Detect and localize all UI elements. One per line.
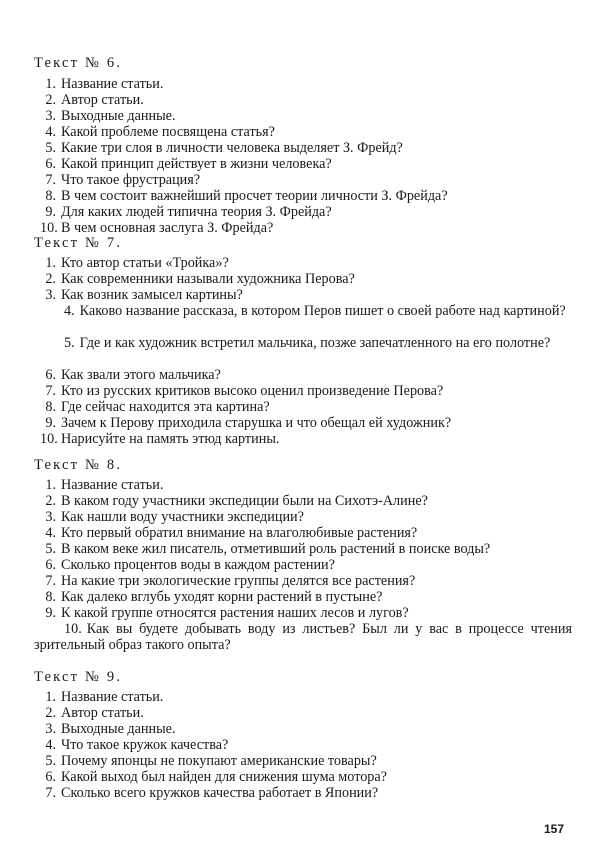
item-number: 10. bbox=[40, 220, 58, 236]
item-number: 7. bbox=[45, 785, 56, 801]
item-number: 4. bbox=[64, 303, 75, 319]
item-number: 5. bbox=[45, 140, 56, 156]
item-text: Как нашли воду участники экспедиции? bbox=[61, 509, 304, 525]
item-text: Название статьи. bbox=[61, 689, 164, 705]
item-number: 4. bbox=[45, 124, 56, 140]
list-item bbox=[40, 432, 570, 448]
section-heading: Текст № 6. bbox=[34, 55, 123, 71]
item-number: 3. bbox=[45, 108, 56, 124]
item-number: 4. bbox=[45, 737, 56, 753]
item-text: В каком веке жил писатель, отметивший роль растений в поиске воды? bbox=[61, 541, 491, 557]
list-item bbox=[40, 478, 570, 494]
item-text: Какой выход был найден для снижения шума мотора? bbox=[61, 769, 387, 785]
item-text: Название статьи. bbox=[61, 76, 164, 92]
list-item bbox=[40, 574, 570, 590]
list-item bbox=[40, 77, 570, 93]
item-number: 3. bbox=[45, 721, 56, 737]
list-item bbox=[34, 622, 572, 654]
list-item bbox=[40, 173, 570, 189]
item-text: Почему японцы не покупают американские товары? bbox=[61, 753, 377, 769]
list-item bbox=[40, 272, 570, 288]
item-text: Автор статьи. bbox=[61, 92, 144, 108]
section-heading: Текст № 8. bbox=[34, 457, 123, 473]
item-number: 7. bbox=[45, 383, 56, 399]
item-number: 3. bbox=[45, 287, 56, 303]
item-text: Нарисуйте на память этюд картины. bbox=[61, 431, 280, 447]
list-item bbox=[40, 558, 570, 574]
item-number: 6. bbox=[45, 156, 56, 172]
item-text: Выходные данные. bbox=[61, 108, 176, 124]
item-number: 1. bbox=[45, 255, 56, 271]
item-text: К какой группе относятся растения наших лесов и лугов? bbox=[61, 605, 409, 621]
item-number: 7. bbox=[45, 573, 56, 589]
list-item bbox=[40, 205, 570, 221]
item-number: 1. bbox=[45, 76, 56, 92]
item-text: Что такое фрустрация? bbox=[61, 172, 201, 188]
item-text: Выходные данные. bbox=[61, 721, 176, 737]
list-item bbox=[40, 416, 570, 432]
list-item bbox=[40, 125, 570, 141]
item-number: 3. bbox=[45, 509, 56, 525]
item-number: 6. bbox=[45, 769, 56, 785]
item-text: Как звали этого мальчика? bbox=[61, 367, 221, 383]
item-text: Автор статьи. bbox=[61, 705, 144, 721]
item-number: 1. bbox=[45, 477, 56, 493]
item-text: Кто из русских критиков высоко оценил произведение Перова? bbox=[61, 383, 444, 399]
item-text: Название статьи. bbox=[61, 477, 164, 493]
item-text: Какой принцип действует в жизни человека? bbox=[61, 156, 332, 172]
item-text: В чем состоит важнейший просчет теории личности З. Фрейда? bbox=[61, 188, 448, 204]
list-item bbox=[40, 141, 570, 157]
item-text: Зачем к Перову приходила старушка и что обещал ей художник? bbox=[61, 415, 452, 431]
list-item bbox=[40, 754, 570, 770]
item-text: Как вы будете добывать воду из листьев? Был ли у вас в процессе чтения зрительный образ такого опыта? bbox=[34, 621, 572, 653]
item-number: 7. bbox=[45, 172, 56, 188]
list-item bbox=[40, 368, 570, 384]
section-heading: Текст № 7. bbox=[34, 235, 123, 251]
item-number: 9. bbox=[45, 605, 56, 621]
item-text: Для каких людей типична теория З. Фрейда? bbox=[61, 204, 332, 220]
list-item bbox=[40, 770, 570, 786]
list-item bbox=[40, 738, 570, 754]
list-item bbox=[40, 384, 570, 400]
section-heading: Текст № 9. bbox=[34, 669, 123, 685]
list-item bbox=[40, 157, 570, 173]
list-item bbox=[34, 336, 572, 352]
item-text: Сколько всего кружков качества работает в Японии? bbox=[61, 785, 379, 801]
item-text: Сколько процентов воды в каждом растении? bbox=[61, 557, 335, 573]
list-item bbox=[40, 109, 570, 125]
list-item bbox=[40, 400, 570, 416]
item-number: 2. bbox=[45, 92, 56, 108]
item-text: В каком году участники экспедиции были на Сихотэ-Алине? bbox=[61, 493, 428, 509]
page-number: 157 bbox=[543, 822, 564, 836]
item-number: 2. bbox=[45, 705, 56, 721]
list-item bbox=[40, 510, 570, 526]
item-text: Как возник замысел картины? bbox=[61, 287, 243, 303]
list-item bbox=[40, 786, 570, 802]
item-text: Как далеко вглубь уходят корни растений в пустыне? bbox=[61, 589, 383, 605]
item-number: 8. bbox=[45, 589, 56, 605]
item-number: 2. bbox=[45, 493, 56, 509]
list-item bbox=[40, 606, 570, 622]
list-item bbox=[40, 288, 570, 304]
item-number: 6. bbox=[45, 557, 56, 573]
list-item bbox=[40, 256, 570, 272]
list-item bbox=[40, 494, 570, 510]
item-number: 4. bbox=[45, 525, 56, 541]
list-item bbox=[34, 304, 572, 320]
item-number: 5. bbox=[64, 335, 75, 351]
item-number: 10. bbox=[40, 431, 58, 447]
list-item bbox=[40, 526, 570, 542]
item-text: Кто автор статьи «Тройка»? bbox=[61, 255, 229, 271]
item-text: Как современники называли художника Перова? bbox=[61, 271, 355, 287]
list-item bbox=[40, 542, 570, 558]
item-number: 6. bbox=[45, 367, 56, 383]
item-number: 8. bbox=[45, 399, 56, 415]
item-text: Какие три слоя в личности человека выделяет З. Фрейд? bbox=[61, 140, 403, 156]
item-text: Где и как художник встретил мальчика, позже запечатленного на его полотне? bbox=[79, 335, 551, 351]
list-item bbox=[40, 189, 570, 205]
item-number: 5. bbox=[45, 541, 56, 557]
item-number: 9. bbox=[45, 415, 56, 431]
item-text: В чем основная заслуга З. Фрейда? bbox=[61, 220, 274, 236]
item-text: Каково название рассказа, в котором Перов пишет о своей работе над картиной? bbox=[79, 303, 566, 319]
item-text: Что такое кружок качества? bbox=[61, 737, 229, 753]
item-number: 1. bbox=[45, 689, 56, 705]
item-number: 9. bbox=[45, 204, 56, 220]
item-number: 5. bbox=[45, 753, 56, 769]
list-item bbox=[40, 93, 570, 109]
item-text: На какие три экологические группы делятся все растения? bbox=[61, 573, 416, 589]
list-item bbox=[40, 706, 570, 722]
item-number: 8. bbox=[45, 188, 56, 204]
list-item bbox=[40, 722, 570, 738]
item-text: Где сейчас находится эта картина? bbox=[61, 399, 270, 415]
item-number: 2. bbox=[45, 271, 56, 287]
item-text: Какой проблеме посвящена статья? bbox=[61, 124, 275, 140]
item-text: Кто первый обратил внимание на влаголюбивые растения? bbox=[61, 525, 418, 541]
list-item bbox=[40, 590, 570, 606]
item-number: 10. bbox=[64, 621, 82, 637]
list-item bbox=[40, 690, 570, 706]
